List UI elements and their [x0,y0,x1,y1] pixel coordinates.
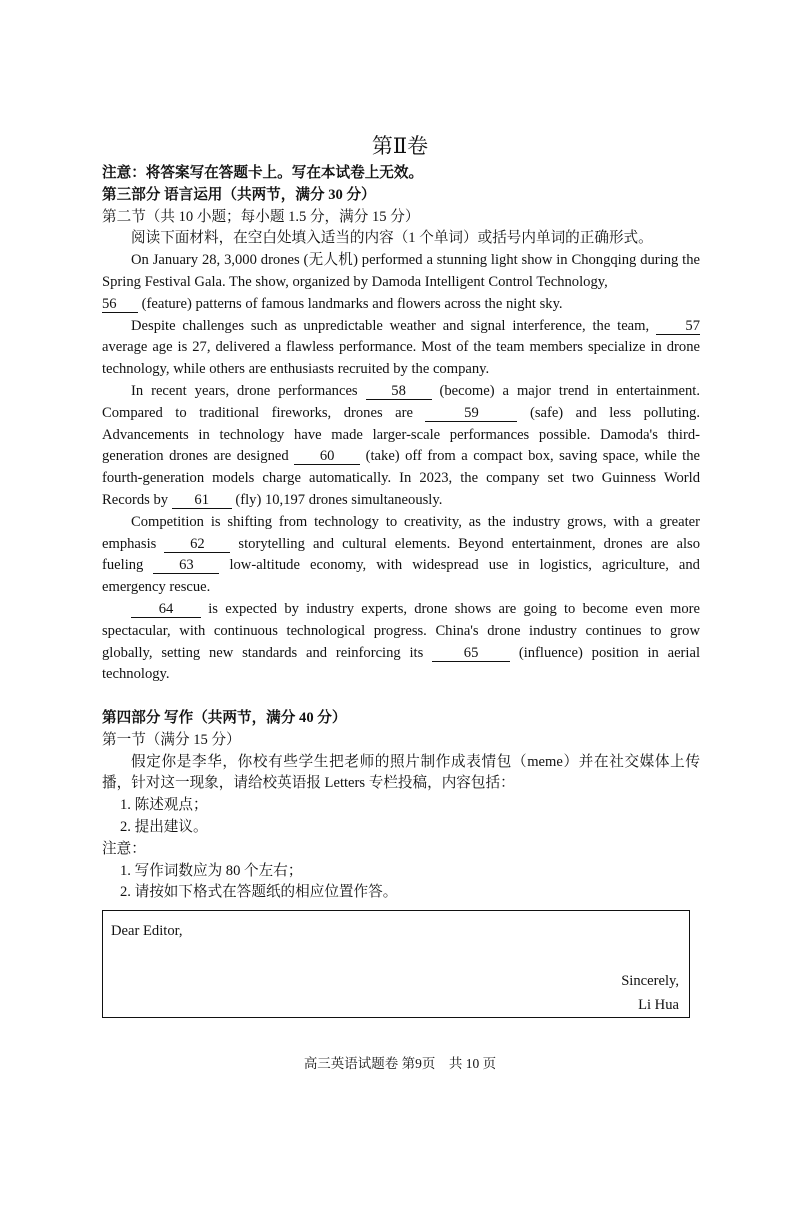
part4-section: 第一节（满分 15 分） [102,731,241,748]
part3-section: 第二节（共 10 小题；每小题 1.5 分，满分 15 分） [102,208,420,225]
part4-heading: 第四部分 写作（共两节，满分 40 分） [102,710,347,726]
blank-59: 59 [425,405,517,422]
closing-text: Sincerely, [621,973,679,989]
volume-title: 第Ⅱ卷 [371,134,429,158]
blank-60: 60 [294,448,360,465]
blank-58: 58 [366,383,432,400]
part3-instruction: 阅读下面材料，在空白处填入适当的内容（1 个单词）或括号内单词的正确形式。 [131,230,653,247]
note-item-1: 1. 写作词数应为 80 个左右； [120,862,303,879]
part3-heading: 第三部分 语言运用（共两节，满分 30 分） [102,186,376,203]
part4 [102,708,700,904]
blank-65: 65 [432,645,510,662]
passage-paragraph-4: Competition is shifting from technology to creativity, as the industry grows, with a greater emphasis 62 storytelling and cultural elements. Beyond entertainment, drones are also fueling 63 low-altitude economy, with widespread use in logistics, agriculture, and emergency rescue. [102,513,700,596]
letter-greeting: Dear Editor, [111,923,183,939]
passage-paragraph-1: On January 28, 3,000 drones (无人机) performed a stunning light show in Chongqing during the Spring Festival Gala. The show, organized by Damoda Intelligent Control Technology, 56 (feature) patterns of famous landmarks and flowers across the night sky. [102,252,700,312]
notes-label: 注意： [102,840,146,857]
writing-prompt: 假定你是李华，你校有些学生把老师的照片制作成表情包（meme）并在社交媒体上传播，针对这一现象，请给校英语报 Letters 专栏投稿，内容包括： [102,753,700,792]
passage-paragraph-3: In recent years, drone performances 58 (become) a major trend in entertainment. Compared to traditional fireworks, drones are 59 (safe) and less polluting. Advancements in technology have made larger-scale performances possible. Damoda's third-generation drones are designed 60 (take) off from a compact box, saving space, while the fourth-generation models charge automatically. In 2023, the company set two Guinness World Records by 61 (fly) 10,197 drones simultaneously. [102,382,701,508]
notice: 注意：将答案写在答题卡上。写在本试卷上无效。 [102,165,424,181]
blank-61: 61 [172,492,232,509]
blank-56: 56 [102,296,138,313]
passage-paragraph-5: 64 is expected by industry experts, drone shows are going to become even more spectacular, with continuous technological progress. China's drone industry continues to grow globally, setting new standards and reinforcing its 65 (influence) position in aerial technology. [102,600,700,683]
prompt-item-1: 1. 陈述观点； [120,797,208,814]
blank-57: 57 [656,318,700,335]
blank-63: 63 [153,557,219,574]
page-footer: 高三英语试题卷 第9页 共 10 页 [303,1056,497,1071]
letter-closing [621,969,679,1017]
note-item-2: 2. 请按如下格式在答题纸的相应位置作答。 [120,884,398,901]
signature: Li Hua [638,997,679,1013]
prompt-item-2: 2. 提出建议。 [120,818,208,835]
passage-paragraph-2: Despite challenges such as unpredictable weather and signal interference, the team, 57 average age is 27, delivered a flawless performance. Most of the team members specialize in drone technology, while others are enthusiasts recruited by the company. [102,317,700,378]
blank-64: 64 [131,601,201,618]
blank-62: 62 [164,536,230,553]
letter-format-box [102,910,690,1018]
part3 [102,163,700,686]
